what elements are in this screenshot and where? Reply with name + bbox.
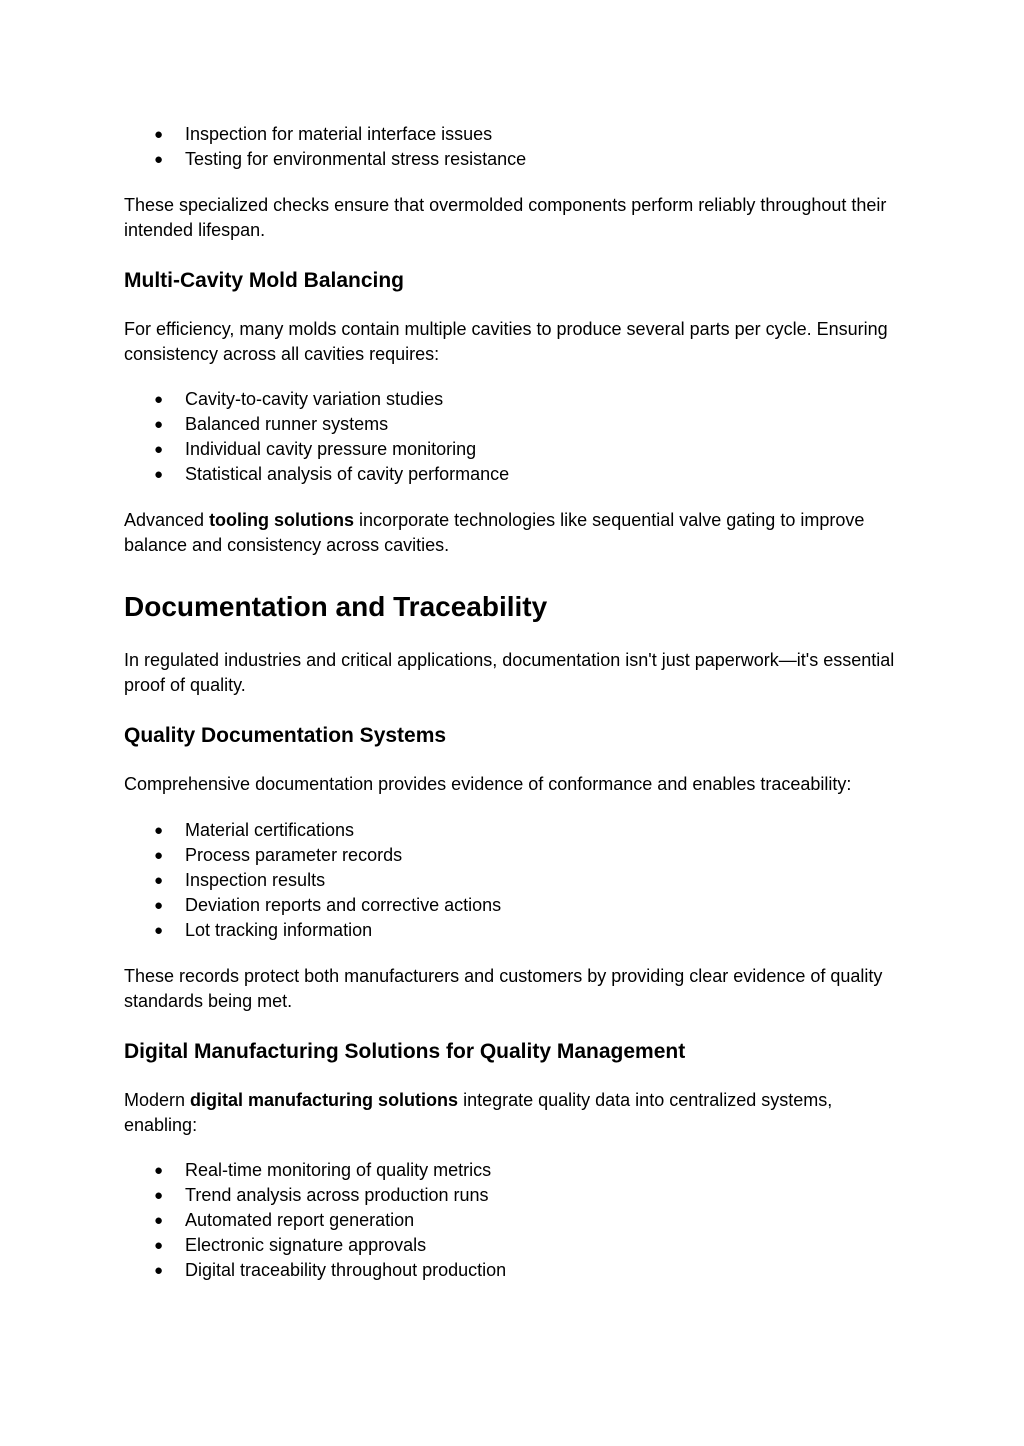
list-item: ● Process parameter records: [124, 843, 904, 868]
text-run: Modern: [124, 1090, 191, 1110]
heading-digital-manufacturing-solutions: Digital Manufacturing Solutions for Quality Management: [124, 1040, 686, 1063]
bold-text-digital-manufacturing-solutions: digital manufacturing solutions: [190, 1090, 459, 1110]
paragraph-tooling-solutions: [124, 508, 904, 558]
list-item: ● Trend analysis across production runs: [124, 1183, 904, 1208]
text-run: Advanced: [124, 510, 210, 530]
bold-text-tooling-solutions: tooling solutions: [209, 510, 355, 530]
paragraph-regulated-industries: In regulated industries and critical applications, documentation isn't just paperwork—it's essential proof of quality.: [124, 650, 895, 695]
text-run: integrate quality data into centralized systems, enabling:: [124, 1090, 833, 1135]
list-item: ● Testing for environmental stress resistance: [124, 147, 904, 172]
list-item: ● Deviation reports and corrective actions: [124, 893, 904, 918]
paragraph-specialized-checks: These specialized checks ensure that overmolded components perform reliably throughout their intended lifespan.: [124, 195, 887, 240]
list-item: ● Inspection results: [124, 868, 904, 893]
list-item: ● Cavity-to-cavity variation studies: [124, 387, 904, 412]
list-item: ● Individual cavity pressure monitoring: [124, 437, 904, 462]
list-item: ● Lot tracking information: [124, 918, 904, 943]
list-item: ● Real-time monitoring of quality metrics: [124, 1158, 904, 1183]
list-item: ● Material certifications: [124, 818, 904, 843]
paragraph-multi-cavity: For efficiency, many molds contain multiple cavities to produce several parts per cycle. Ensuring consistency across all cavities requires:: [124, 319, 888, 364]
list-item: ● Balanced runner systems: [124, 412, 904, 437]
bullet-list-overmolding-checks: [124, 122, 904, 172]
paragraph-comprehensive-documentation: Comprehensive documentation provides evidence of conformance and enables traceability:: [124, 774, 852, 794]
paragraph-modern-digital: [124, 1088, 904, 1138]
heading-multi-cavity-mold-balancing: Multi-Cavity Mold Balancing: [124, 269, 405, 292]
bullet-list-documentation: [124, 818, 904, 943]
bullet-list-digital-capabilities: [124, 1158, 904, 1283]
heading-documentation-and-traceability: Documentation and Traceability: [124, 591, 548, 622]
bullet-list-cavity-consistency: [124, 387, 904, 487]
list-item: ● Automated report generation: [124, 1208, 904, 1233]
list-item: ● Inspection for material interface issues: [124, 122, 904, 147]
text-run: incorporate technologies like sequential valve gating to improve balance and consistency across cavities.: [124, 510, 865, 555]
paragraph-records-protect: These records protect both manufacturers and customers by providing clear evidence of quality standards being met.: [124, 966, 883, 1011]
list-item: ● Electronic signature approvals: [124, 1233, 904, 1258]
heading-quality-documentation-systems: Quality Documentation Systems: [124, 724, 447, 747]
list-item: ● Digital traceability throughout production: [124, 1258, 904, 1283]
list-item: ● Statistical analysis of cavity performance: [124, 462, 904, 487]
